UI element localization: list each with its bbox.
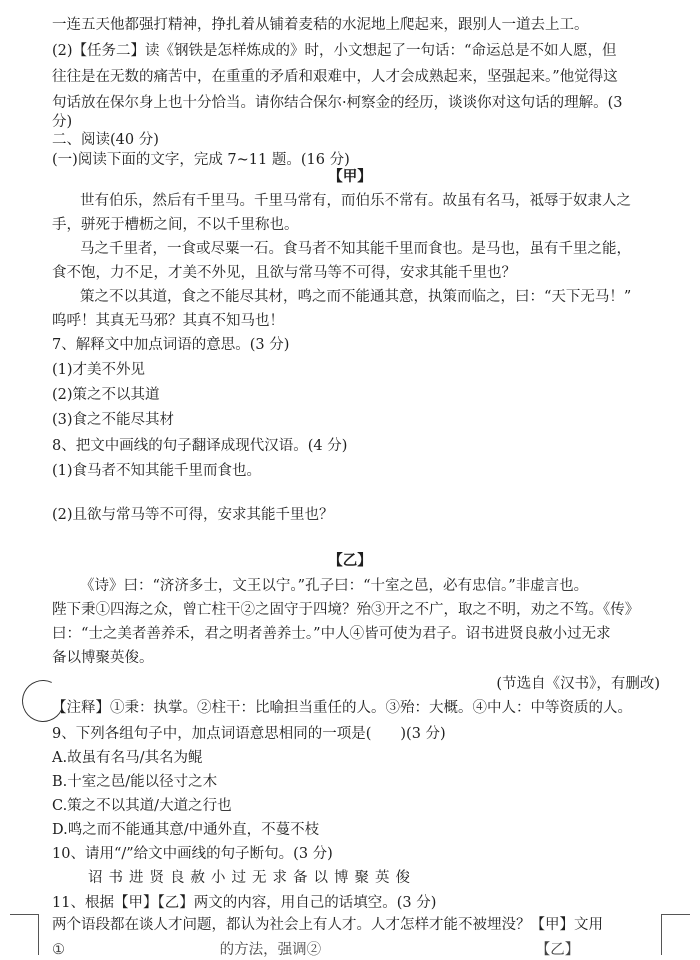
task-two-line-4: 分) [52,114,73,130]
jia-paragraph-3b: 呜呼！其真无马邪？其真不知马也！ [52,313,284,329]
question-11-title: 11、根据【甲】【乙】两文的内容，用自己的话填空。(3 分) [52,895,437,911]
yi-notes: 【注释】①秉：执掌。②柱干：比喻担当重任的人。③殆：大概。④中人：中等资质的人。 [52,700,632,716]
jia-heading: 【甲】 [328,168,372,185]
jia-paragraph-1b: 手，骈死于槽枥之间，不以千里称也。 [52,217,299,233]
jia-paragraph-3a: 策之不以其道，食之不能尽其材，鸣之而不能通其意，执策而临之，曰：“天下无马！” [80,289,632,305]
page-corner-right [661,914,690,955]
question-10-sentence: 诏书进贤良赦小过无求备以博聚英俊 [88,870,416,886]
hand-drawn-circle-mark [16,674,70,728]
yi-reference: 【乙】 [535,942,580,958]
question-8-title: 8、把文中画线的句子翻译成现代汉语。(4 分) [52,438,348,454]
jia-paragraph-2b: 食不饱，力不足，才美不外见，且欲与常马等不可得，安求其能千里也？ [52,265,516,281]
yi-paragraph-line-2: 陛下秉①四海之众，曾亡柱干②之固守于四境？殆③开之不广，取之不明，劝之不笃。《传》 [52,602,640,618]
question-9-title: 9、下列各组句子中，加点词语意思相同的一项是( )(3 分) [52,726,446,742]
yi-source: (节选自《汉书》，有删改) [496,676,660,692]
question-9-option-d: D.鸣之而不能通其意/中通外直，不蔓不枝 [52,822,320,838]
question-7-title: 7、解释文中加点词语的意思。(3 分) [52,337,290,353]
question-8-item-2: (2)且欲与常马等不可得，安求其能千里也？ [52,507,334,523]
yi-heading: 【乙】 [328,552,372,569]
yi-paragraph-line-1: 《诗》曰：“济济多士，文王以宁。”孔子曰：“十室之邑，必有忠信。”非虚言也。 [80,578,589,594]
yi-paragraph-line-3: 曰：“士之美者善养禾，君之明者善养士。”中人④皆可使为君子。诏书进贤良赦小过无求 [52,626,611,642]
section-one-instructions: (一)阅读下面的文字，完成 7~11 题。(16 分) [52,152,350,168]
section-reading-title: 二、阅读(40 分) [52,132,159,148]
jia-paragraph-1a: 世有伯乐，然后有千里马。千里马常有，而伯乐不常有。故虽有名马，祗辱于奴隶人之 [80,193,631,209]
task-two-line-1: (2)【任务二】读《钢铁是怎样炼成的》时，小文想起了一句话：“命运总是不如人愿，但 [52,43,617,59]
task-two-line-2: 往往是在无数的痛苦中，在重重的矛盾和艰难中，人才会成熟起来，坚强起来。”他觉得这 [52,69,618,85]
question-11-text: 两个语段都在谈人才问题，都认为社会上有人才。人才怎样才能不被埋没？【甲】文用 [52,917,603,933]
jia-paragraph-2a: 马之千里者，一食或尽粟一石。食马者不知其能千里而食也。是马也，虽有千里之能， [80,241,631,257]
question-7-item-1: (1)才美不外见 [52,362,146,378]
question-7-item-3: (3)食之不能尽其材 [52,412,175,428]
intro-line-1: 一连五天他都强打精神，挣扎着从铺着麦秸的水泥地上爬起来，跟别人一道去上工。 [52,17,589,33]
blank-two-text: 的方法，强调② [219,942,322,958]
question-10-title: 10、请用“/”给文中画线的句子断句。(3 分) [52,846,333,862]
yi-paragraph-line-4: 备以博聚英俊。 [52,650,154,666]
question-9-option-b: B.十室之邑/能以径寸之木 [52,774,218,790]
question-9-option-c: C.策之不以其道/大道之行也 [52,798,232,814]
question-11-cut-line [52,940,670,960]
question-9-option-a: A.故虽有名马/其名为鲲 [52,750,203,766]
question-7-item-2: (2)策之不以其道 [52,387,160,403]
question-8-item-1: (1)食马者不知其能千里而食也。 [52,463,262,479]
page-corner-left [10,914,39,955]
blank-one-marker: ① [52,942,65,958]
task-two-line-3: 句话放在保尔身上也十分恰当。请你结合保尔·柯察金的经历，谈谈你对这句话的理解。(3 [52,95,623,111]
